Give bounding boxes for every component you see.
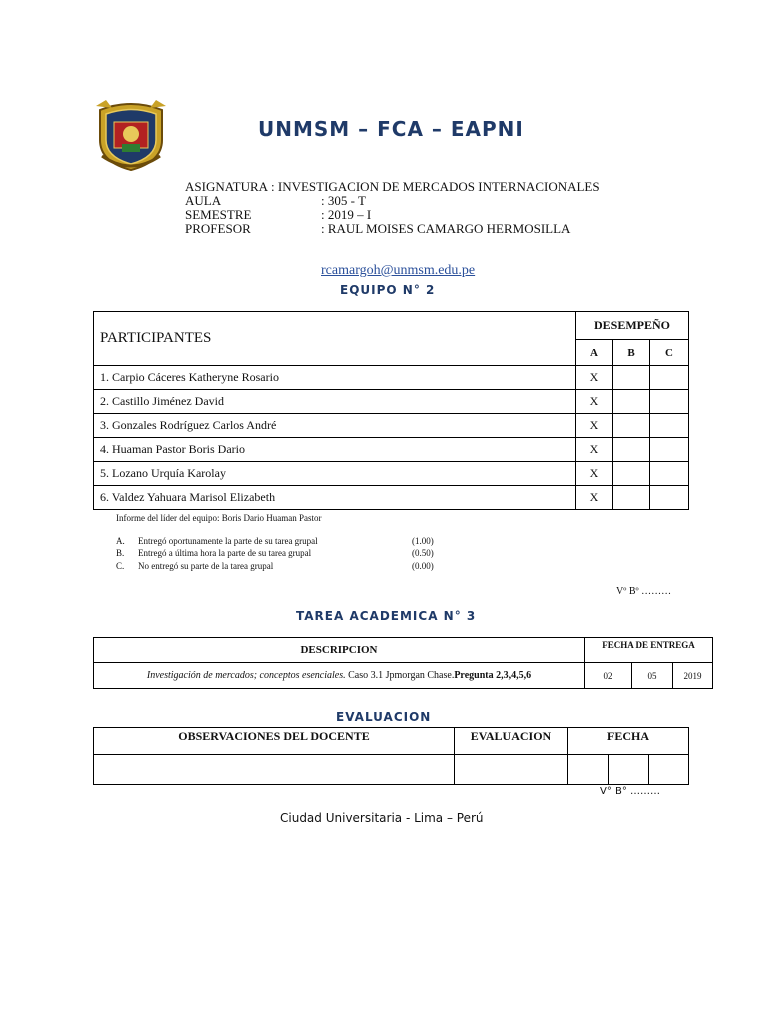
fecha-day: 02 xyxy=(585,663,632,689)
tarea-desc-bold: Pregunta 2,3,4,5,6 xyxy=(454,670,532,681)
criteria-item-c xyxy=(116,561,434,571)
info-label: SEMESTRE xyxy=(185,207,252,222)
criteria-letter: B. xyxy=(116,548,125,558)
observaciones-cell xyxy=(94,755,455,785)
mark-b xyxy=(613,462,650,486)
participant-name: 6. Valdez Yahuara Marisol Elizabeth xyxy=(94,486,576,510)
criteria-text: Entregó oportunamente la parte de su tarea grupal xyxy=(138,536,318,546)
criteria-score: (0.50) xyxy=(412,548,434,558)
desempeno-header: DESEMPEÑO xyxy=(576,312,689,340)
criteria-letter: C. xyxy=(116,561,125,571)
mark-a: X xyxy=(576,462,613,486)
university-seal-logo xyxy=(92,96,170,172)
info-value: : INVESTIGACION DE MERCADOS INTERNACIONALES xyxy=(271,179,600,194)
participant-name: 3. Gonzales Rodríguez Carlos André xyxy=(94,414,576,438)
tarea-desc-normal: Caso 3.1 Jpmorgan Chase. xyxy=(345,670,455,681)
criteria-text: Entregó a última hora la parte de su tarea grupal xyxy=(138,548,312,558)
seal-icon xyxy=(92,96,170,172)
table-row xyxy=(94,663,713,689)
info-label: PROFESOR xyxy=(185,221,251,236)
mark-a: X xyxy=(576,366,613,390)
professor-email-link[interactable]: rcamargoh@unmsm.edu.pe xyxy=(321,263,476,278)
tarea-title: TAREA ACADEMICA N° 3 xyxy=(296,609,477,623)
fecha-month: 05 xyxy=(632,663,673,689)
mark-b xyxy=(613,438,650,462)
mark-b xyxy=(613,366,650,390)
table-row xyxy=(94,755,689,785)
participantes-header: PARTICIPANTES xyxy=(94,312,576,366)
page-title: UNMSM – FCA – EAPNI xyxy=(258,117,524,141)
equipo-title: EQUIPO N° 2 xyxy=(340,283,436,297)
col-c-header: C xyxy=(650,340,689,366)
visto-bueno-1: Vº Bº ……… xyxy=(616,586,672,597)
mark-c xyxy=(650,462,689,486)
mark-b xyxy=(613,486,650,510)
mark-c xyxy=(650,414,689,438)
table-row xyxy=(94,462,689,486)
participant-name: 4. Huaman Pastor Boris Dario xyxy=(94,438,576,462)
participants-table xyxy=(93,311,689,510)
fecha-entrega-header: FECHA DE ENTREGA xyxy=(585,638,713,663)
fecha-month-cell xyxy=(609,755,649,785)
criteria-score: (1.00) xyxy=(412,536,434,546)
descripcion-header: DESCRIPCION xyxy=(94,638,585,663)
mark-c xyxy=(650,390,689,414)
fecha-day-cell xyxy=(568,755,609,785)
fecha-year: 2019 xyxy=(673,663,713,689)
criteria-letter: A. xyxy=(116,536,125,546)
table-row xyxy=(94,486,689,510)
participant-name: 5. Lozano Urquía Karolay xyxy=(94,462,576,486)
leader-note: Informe del líder del equipo: Boris Dario Huaman Pastor xyxy=(116,513,322,523)
evaluacion-title: EVALUACION xyxy=(336,710,432,724)
mark-b xyxy=(613,414,650,438)
mark-a: X xyxy=(576,414,613,438)
participant-name: 1. Carpio Cáceres Katheryne Rosario xyxy=(94,366,576,390)
evaluacion-header: EVALUACION xyxy=(455,728,568,755)
tarea-table xyxy=(93,637,713,689)
table-row xyxy=(94,366,689,390)
info-label: ASIGNATURA xyxy=(185,179,269,194)
mark-b xyxy=(613,390,650,414)
criteria-score: (0.00) xyxy=(412,561,434,571)
participant-name: 2. Castillo Jiménez David xyxy=(94,390,576,414)
mark-a: X xyxy=(576,438,613,462)
visto-bueno-2: V° B° ……… xyxy=(600,786,661,797)
info-value: : RAUL MOISES CAMARGO HERMOSILLA xyxy=(321,221,571,236)
info-value: : 305 - T xyxy=(321,193,366,208)
evaluacion-table xyxy=(93,727,689,785)
criteria-text: No entregó su parte de la tarea grupal xyxy=(138,561,274,571)
footer-location: Ciudad Universitaria - Lima – Perú xyxy=(280,811,484,825)
fecha-year-cell xyxy=(649,755,689,785)
criteria-item-b xyxy=(116,548,434,558)
tarea-desc-italic: Investigación de mercados; conceptos esenciales. xyxy=(146,670,346,681)
table-row xyxy=(94,438,689,462)
criteria-item-a xyxy=(116,536,434,546)
info-row-profesor xyxy=(185,221,571,237)
col-b-header: B xyxy=(613,340,650,366)
observaciones-header: OBSERVACIONES DEL DOCENTE xyxy=(94,728,455,755)
tarea-description xyxy=(94,663,585,689)
mark-c xyxy=(650,486,689,510)
mark-a: X xyxy=(576,486,613,510)
info-label: AULA xyxy=(185,193,222,208)
mark-c xyxy=(650,438,689,462)
mark-a: X xyxy=(576,390,613,414)
evaluacion-cell xyxy=(455,755,568,785)
mark-c xyxy=(650,366,689,390)
fecha-header: FECHA xyxy=(568,728,689,755)
table-row xyxy=(94,414,689,438)
info-value: : 2019 – I xyxy=(321,207,372,222)
col-a-header: A xyxy=(576,340,613,366)
table-row xyxy=(94,390,689,414)
